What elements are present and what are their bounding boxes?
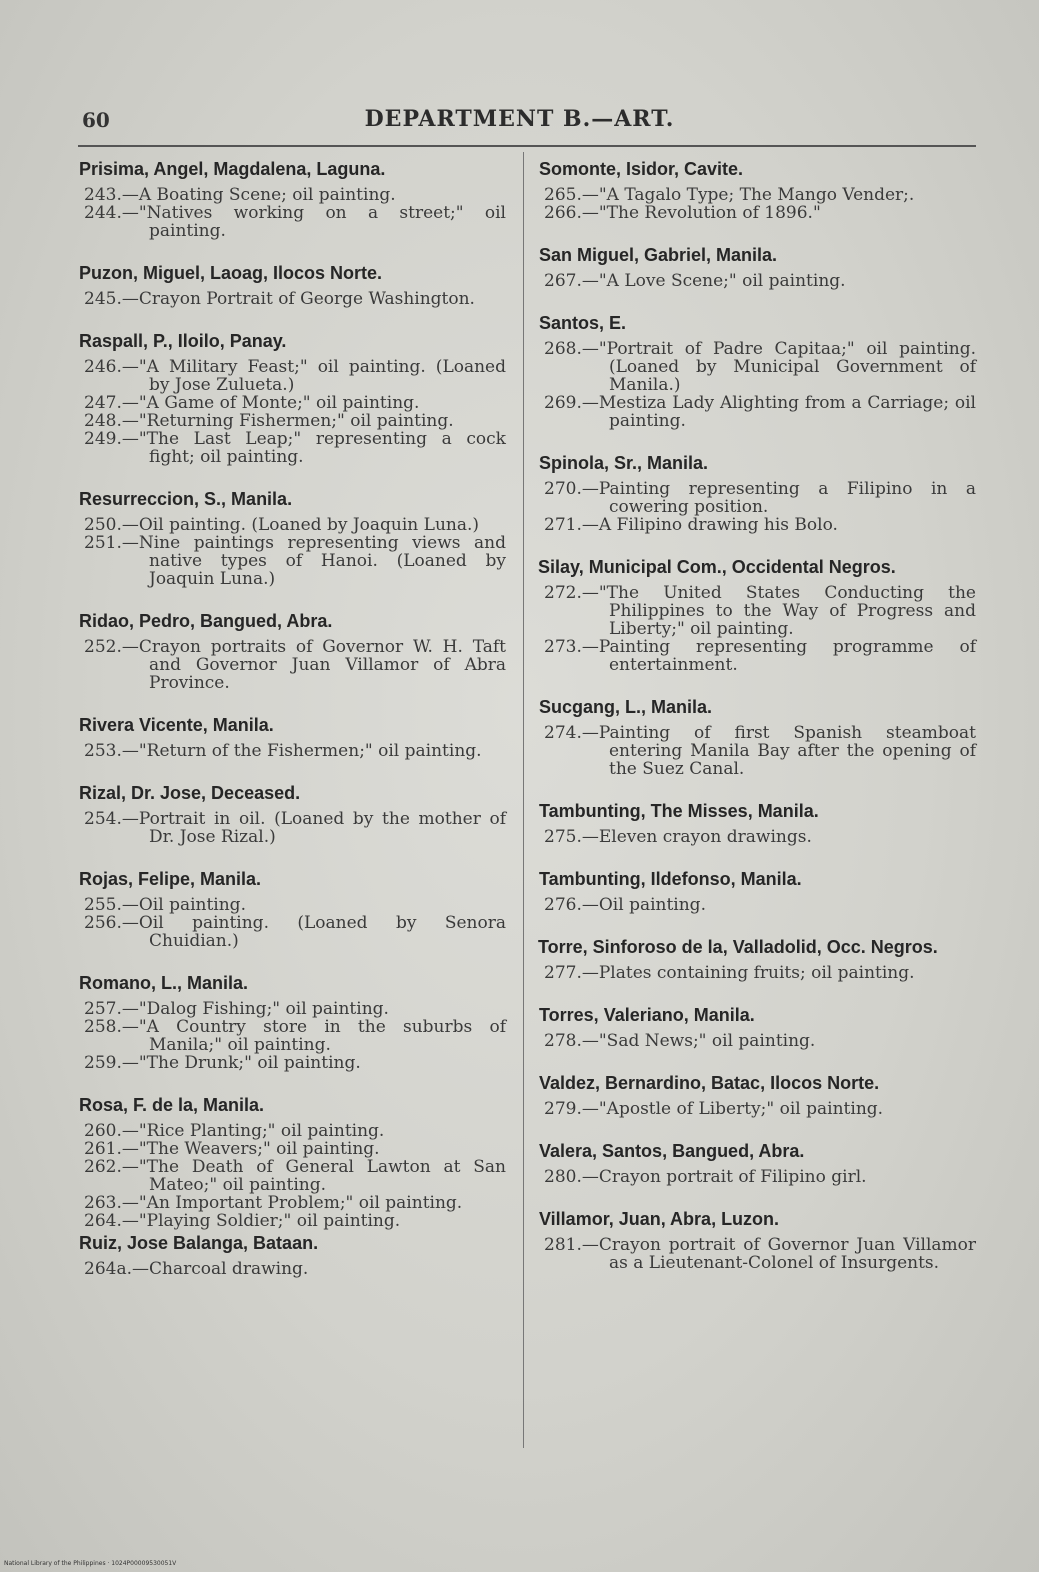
exhibitor-name: Torres, Valeriano, Manila. bbox=[539, 1005, 755, 1025]
exhibitor-name: Tambunting, Ildefonso, Manila. bbox=[539, 869, 802, 889]
exhibit-item: 280.—Crayon portrait of Filipino girl. bbox=[544, 1167, 867, 1187]
catalog-entry bbox=[538, 800, 976, 846]
catalog-entry bbox=[78, 488, 506, 588]
exhibitor-name: Rosa, F. de la, Manila. bbox=[79, 1095, 265, 1115]
exhibit-item: 277.—Plates containing fruits; oil painting. bbox=[544, 963, 915, 983]
exhibit-item: 273.—Painting representing programme of entertainment. bbox=[544, 637, 976, 675]
exhibit-item: 279.—"Apostle of Liberty;" oil painting. bbox=[544, 1099, 884, 1119]
column-divider bbox=[523, 152, 524, 1448]
catalog-entry bbox=[538, 452, 976, 534]
exhibit-item: 260.—"Rice Planting;" oil painting. bbox=[84, 1121, 385, 1141]
footer-credit: National Library of the Philippines · 1024P00009530051V bbox=[4, 1560, 177, 1567]
catalog-entry bbox=[538, 868, 976, 914]
catalog-entry bbox=[78, 868, 506, 950]
exhibit-item: 276.—Oil painting. bbox=[544, 895, 706, 915]
right-column bbox=[538, 158, 976, 1294]
header-rule bbox=[78, 145, 976, 147]
exhibit-item: 274.—Painting of first Spanish steamboat entering Manila Bay after the opening of the Suez Canal. bbox=[544, 723, 976, 779]
exhibit-item: 264.—"Playing Soldier;" oil painting. bbox=[84, 1211, 401, 1231]
exhibit-item: 267.—"A Love Scene;" oil painting. bbox=[544, 271, 846, 291]
exhibit-item: 256.—Oil painting. (Loaned by Senora Chuidian.) bbox=[84, 913, 506, 951]
catalog-entry bbox=[538, 556, 976, 674]
catalog-entry bbox=[538, 1140, 976, 1186]
catalog-entry bbox=[538, 936, 976, 982]
catalog-entry bbox=[78, 782, 506, 846]
exhibit-item: 253.—"Return of the Fishermen;" oil painting. bbox=[84, 741, 482, 761]
running-head: DEPARTMENT B.—ART. bbox=[364, 106, 675, 132]
exhibit-item: 248.—"Returning Fishermen;" oil painting. bbox=[84, 411, 454, 431]
exhibit-item: 265.—"A Tagalo Type; The Mango Vender;. bbox=[544, 185, 915, 205]
exhibit-item: 259.—"The Drunk;" oil painting. bbox=[84, 1053, 361, 1073]
exhibit-item: 249.—"The Last Leap;" representing a cock fight; oil painting. bbox=[84, 429, 506, 467]
exhibitor-name: Rivera Vicente, Manila. bbox=[79, 715, 274, 735]
exhibit-item: 245.—Crayon Portrait of George Washington. bbox=[84, 289, 475, 309]
catalog-entry bbox=[538, 1208, 976, 1272]
catalog-entry bbox=[538, 312, 976, 430]
exhibitor-name: Valdez, Bernardino, Batac, Ilocos Norte. bbox=[539, 1073, 880, 1093]
exhibit-item: 266.—"The Revolution of 1896." bbox=[544, 203, 821, 223]
catalog-entry bbox=[78, 330, 506, 466]
exhibit-item: 281.—Crayon portrait of Governor Juan Villamor as a Lieutenant-Colonel of Insurgents. bbox=[544, 1235, 976, 1273]
exhibitor-name: Rizal, Dr. Jose, Deceased. bbox=[79, 783, 301, 803]
exhibit-item: 243.—A Boating Scene; oil painting. bbox=[84, 185, 396, 205]
exhibitor-name: Tambunting, The Misses, Manila. bbox=[539, 801, 819, 821]
exhibit-item: 262.—"The Death of General Lawton at San Mateo;" oil painting. bbox=[84, 1157, 506, 1195]
exhibitor-name: San Miguel, Gabriel, Manila. bbox=[539, 245, 778, 265]
exhibitor-name: Resurreccion, S., Manila. bbox=[79, 489, 293, 509]
exhibit-item: 275.—Eleven crayon drawings. bbox=[544, 827, 812, 847]
exhibitor-name: Santos, E. bbox=[539, 313, 627, 333]
exhibitor-name: Torre, Sinforoso de la, Valladolid, Occ. Negros. bbox=[538, 937, 938, 957]
exhibitor-name: Villamor, Juan, Abra, Luzon. bbox=[539, 1209, 780, 1229]
catalog-entry bbox=[78, 714, 506, 760]
exhibit-item: 254.—Portrait in oil. (Loaned by the mother of Dr. Jose Rizal.) bbox=[84, 809, 506, 847]
catalog-entry bbox=[78, 1094, 506, 1230]
exhibitor-name: Somonte, Isidor, Cavite. bbox=[539, 159, 744, 179]
catalog-entry bbox=[78, 158, 506, 240]
exhibitor-name: Valera, Santos, Bangued, Abra. bbox=[539, 1141, 805, 1161]
exhibitor-name: Spinola, Sr., Manila. bbox=[539, 453, 709, 473]
exhibit-item: 255.—Oil painting. bbox=[84, 895, 246, 915]
exhibit-item: 258.—"A Country store in the suburbs of Manila;" oil painting. bbox=[84, 1017, 506, 1055]
exhibitor-name: Prisima, Angel, Magdalena, Laguna. bbox=[79, 159, 386, 179]
exhibitor-name: Raspall, P., Iloilo, Panay. bbox=[79, 331, 287, 351]
catalog-entry bbox=[78, 610, 506, 692]
exhibit-item: 271.—A Filipino drawing his Bolo. bbox=[544, 515, 838, 535]
exhibit-item: 264a.—Charcoal drawing. bbox=[84, 1259, 309, 1279]
exhibit-item: 272.—"The United States Conducting the Philippines to the Way of Progress and Liberty;" oil painting. bbox=[544, 583, 976, 639]
exhibit-item: 251.—Nine paintings representing views and native types of Hanoi. (Loaned by Joaquin Luna.) bbox=[84, 533, 506, 589]
exhibit-item: 246.—"A Military Feast;" oil painting. (Loaned by Jose Zulueta.) bbox=[84, 357, 506, 395]
catalog-entry bbox=[78, 972, 506, 1072]
exhibit-item: 257.—"Dalog Fishing;" oil painting. bbox=[84, 999, 389, 1019]
exhibitor-name: Ruiz, Jose Balanga, Bataan. bbox=[79, 1233, 319, 1253]
exhibitor-name: Rojas, Felipe, Manila. bbox=[79, 869, 262, 889]
exhibit-item: 247.—"A Game of Monte;" oil painting. bbox=[84, 393, 420, 413]
catalog-entry bbox=[538, 1004, 976, 1050]
catalog-entry bbox=[538, 1072, 976, 1118]
catalog-entry bbox=[538, 244, 976, 290]
exhibit-item: 270.—Painting representing a Filipino in a cowering position. bbox=[544, 479, 976, 517]
page-number: 60 bbox=[82, 108, 110, 132]
catalog-entry bbox=[78, 1232, 506, 1278]
catalog-entry bbox=[538, 158, 976, 222]
exhibitor-name: Romano, L., Manila. bbox=[79, 973, 249, 993]
catalog-entry bbox=[78, 262, 506, 308]
exhibit-item: 244.—"Natives working on a street;" oil painting. bbox=[84, 203, 506, 241]
left-column bbox=[78, 158, 506, 1300]
exhibit-item: 261.—"The Weavers;" oil painting. bbox=[84, 1139, 380, 1159]
exhibit-item: 269.—Mestiza Lady Alighting from a Carriage; oil painting. bbox=[544, 393, 976, 431]
exhibit-item: 263.—"An Important Problem;" oil painting. bbox=[84, 1193, 463, 1213]
exhibitor-name: Puzon, Miguel, Laoag, Ilocos Norte. bbox=[79, 263, 383, 283]
exhibit-item: 278.—"Sad News;" oil painting. bbox=[544, 1031, 816, 1051]
exhibitor-name: Ridao, Pedro, Bangued, Abra. bbox=[79, 611, 333, 631]
exhibit-item: 250.—Oil painting. (Loaned by Joaquin Luna.) bbox=[84, 515, 480, 535]
exhibit-item: 268.—"Portrait of Padre Capitaa;" oil painting. (Loaned by Municipal Government of Manila.) bbox=[544, 339, 976, 395]
exhibitor-name: Silay, Municipal Com., Occidental Negros. bbox=[538, 557, 896, 577]
exhibitor-name: Sucgang, L., Manila. bbox=[539, 697, 713, 717]
catalog-entry bbox=[538, 696, 976, 778]
exhibit-item: 252.—Crayon portraits of Governor W. H. Taft and Governor Juan Villamor of Abra Province. bbox=[84, 637, 506, 693]
